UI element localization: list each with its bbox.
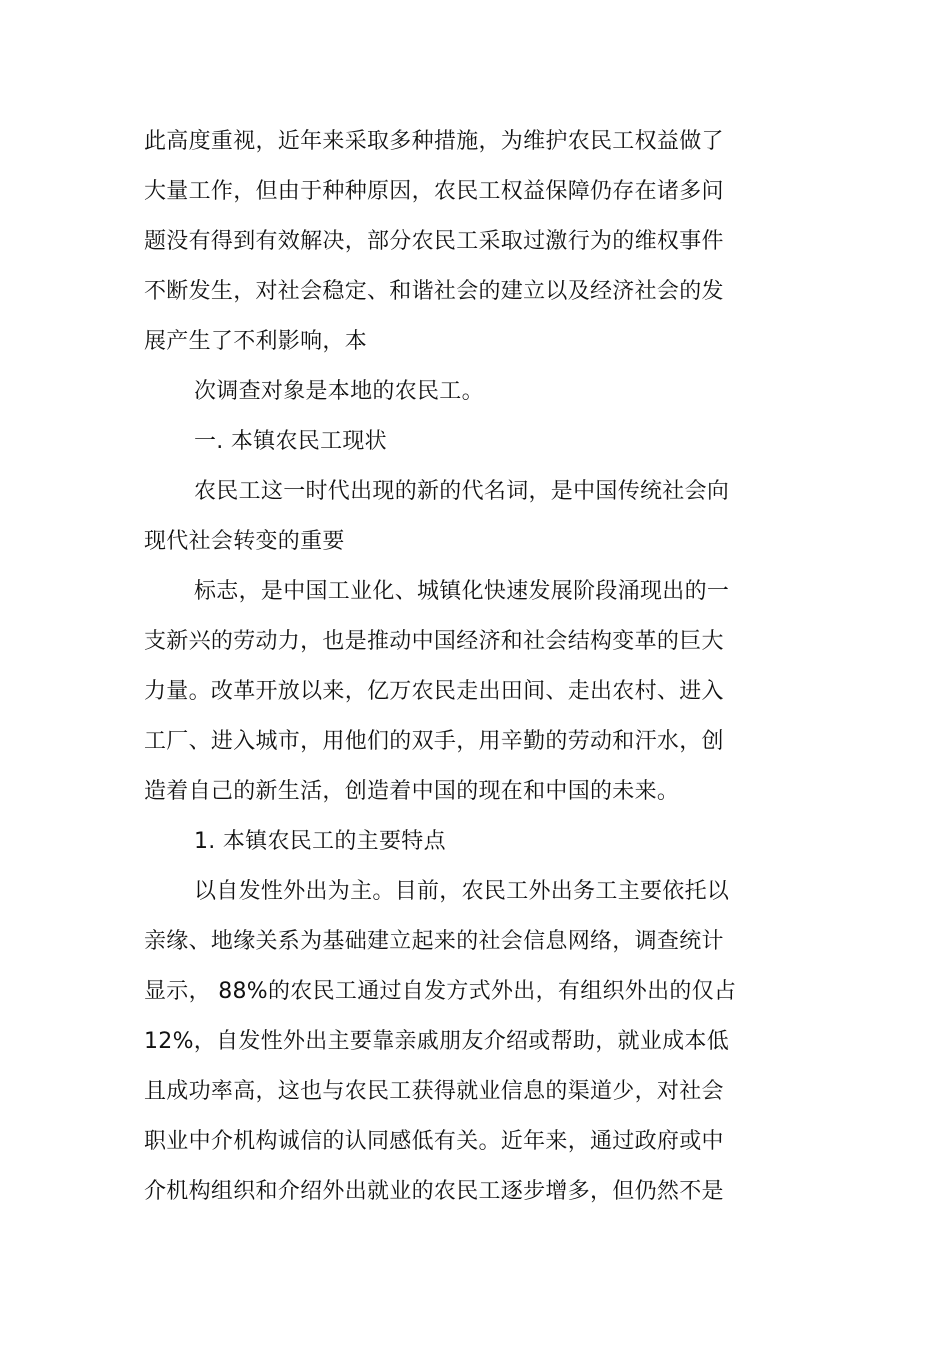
text-line: 亲缘、地缘关系为基础建立起来的社会信息网络，调查统计 (144, 929, 724, 954)
text-line: 12%，自发性外出主要靠亲戚朋友介绍或帮助，就业成本低 (144, 1029, 729, 1054)
text-line: 工厂、进入城市，用他们的双手，用辛勤的劳动和汗水，创 (144, 729, 724, 754)
text-line: 题没有得到有效解决，部分农民工采取过激行为的维权事件 (144, 229, 724, 254)
text-line: 不断发生，对社会稳定、和谐社会的建立以及经济社会的发 (144, 279, 724, 304)
text-line: 支新兴的劳动力，也是推动中国经济和社会结构变革的巨大 (144, 629, 724, 654)
text-line: 力量。改革开放以来，亿万农民走出田间、走出农村、进入 (144, 679, 724, 704)
text-line: 大量工作，但由于种种原因，农民工权益保障仍存在诸多问 (144, 179, 724, 204)
text-line: 以自发性外出为主。目前，农民工外出务工主要依托以 (194, 879, 730, 904)
text-line: 标志，是中国工业化、城镇化快速发展阶段涌现出的一 (194, 579, 730, 604)
section-heading: 一. 本镇农民工现状 (194, 429, 387, 454)
text-line: 农民工这一时代出现的新的代名词，是中国传统社会向 (194, 479, 730, 504)
text-line: 次调查对象是本地的农民工。 (194, 379, 484, 404)
text-line: 介机构组织和介绍外出就业的农民工逐步增多，但仍然不是 (144, 1179, 724, 1204)
text-line: 造着自己的新生活，创造着中国的现在和中国的未来。 (144, 779, 680, 804)
text-line: 显示， 88%的农民工通过自发方式外出，有组织外出的仅占 (144, 979, 737, 1004)
text-line: 职业中介机构诚信的认同感低有关。近年来，通过政府或中 (144, 1129, 724, 1154)
text-line: 且成功率高，这也与农民工获得就业信息的渠道少，对社会 (144, 1079, 724, 1104)
subsection-heading: 1. 本镇农民工的主要特点 (194, 829, 446, 854)
text-line: 此高度重视，近年来采取多种措施，为维护农民工权益做了 (144, 129, 724, 154)
text-line: 现代社会转变的重要 (144, 529, 345, 554)
text-line: 展产生了不利影响，本 (144, 329, 368, 354)
